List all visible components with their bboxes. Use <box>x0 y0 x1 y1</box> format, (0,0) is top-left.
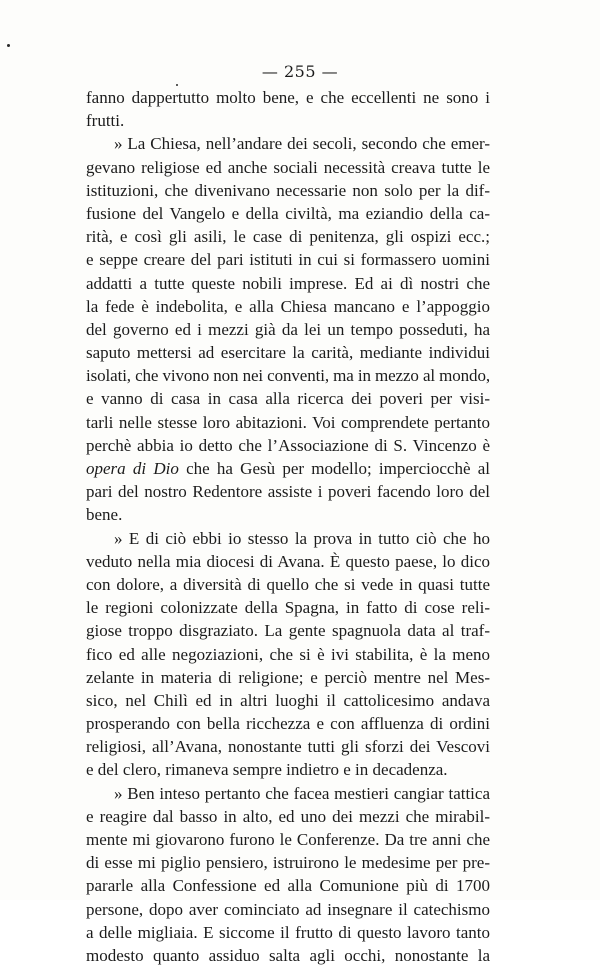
text-line: religiosi, all’Avana, nonostante tutti gli sforzi dei Vescovi <box>86 737 490 757</box>
text-line: addatti a tutte queste nobili imprese. Ed ai dì nostri che <box>86 273 490 293</box>
text-line: con dolore, a diversità di quello che si vede in quasi tutte <box>86 574 490 594</box>
text-line: istituzioni, che divenivano necessarie non solo per la dif- <box>86 180 490 200</box>
text-line: perchè abbia io detto che l’Associazione di S. Vincenzo è <box>86 435 490 455</box>
text-line: persone, dopo aver cominciato ad insegnare il catechismo <box>86 899 490 919</box>
text-line: pararle alla Confessione ed alla Comunione più di 1700 <box>86 876 490 896</box>
text-line: bene. <box>86 505 123 525</box>
text-line: sico, nel Chilì ed in altri luoghi il cattolicesimo andava <box>86 690 490 710</box>
text-line: fico ed alle negoziazioni, che si è ivi stabilita, è la meno <box>86 644 490 664</box>
text-line: opera di Dio che ha Gesù per modello; imperciocchè al <box>86 459 490 478</box>
text-line: pari del nostro Redentore assiste i poveri facendo loro del <box>86 482 490 502</box>
text-line: del governo ed i mezzi già da lei un tempo posseduti, ha <box>86 319 490 339</box>
body-text <box>86 86 490 967</box>
text-line: di esse mi piglio pensiero, istruirono le medesime per pre- <box>86 853 490 873</box>
text-line: mente mi giovarono furono le Conferenze. Da tre anni che <box>86 830 490 849</box>
text-line: giose troppo disgraziato. La gente spagnuola data al traf- <box>86 621 490 641</box>
text-line: la fede è indebolita, e alla Chiesa mancano e l’appoggio <box>86 296 490 316</box>
text-line: le regioni colonizzate della Spagna, in fatto di cose reli- <box>86 598 490 618</box>
text-line: saputo mettersi ad esercitare la carità, mediante individui <box>86 343 490 363</box>
text-line: prosperando con bella ricchezza e con affluenza di ordini <box>86 714 490 734</box>
text-line: » La Chiesa, nell’andare dei secoli, secondo che emer- <box>114 134 490 154</box>
text-line: isolati, che vivono non nei conventi, ma in mezzo al mondo, <box>86 366 490 386</box>
text-line: veduto nella mia diocesi di Avana. È questo paese, lo dico <box>86 551 490 571</box>
text-line: fanno dappertutto molto bene, e che eccellenti ne sono i <box>86 88 490 107</box>
ink-speck <box>7 44 10 47</box>
text-line: zelante in materia di religione; e perciò mentre nel Mes- <box>86 667 490 687</box>
text-line: e del clero, rimaneva sempre indietro e in decadenza. <box>86 760 448 780</box>
text-line: » E di ciò ebbi io stesso la prova in tutto ciò che ho <box>114 528 490 548</box>
text-line: » Ben inteso pertanto che facea mestieri cangiar tattica <box>114 783 490 803</box>
text-line: e vanno di casa in casa alla ricerca dei poveri per visi- <box>86 389 490 409</box>
text-line: rità, e così gli asili, le case di penitenza, gli ospizi ecc.; <box>86 227 490 247</box>
text-line: a delle migliaia. E siccome il frutto di questo lavoro tanto <box>86 922 490 942</box>
text-line: tarli nelle stesse loro abitazioni. Voi comprendete pertanto <box>86 412 490 432</box>
text-line: gevano religiose ed anche sociali necessità creava tutte le <box>86 157 490 177</box>
text-line: e reagire dal basso in alto, ed uno dei mezzi che mirabil- <box>86 806 490 826</box>
text-line: frutti. <box>86 111 125 131</box>
text-line: e seppe creare del pari istituti in cui si formassero uomini <box>86 250 490 270</box>
page-number: — 255 — <box>261 62 339 81</box>
text-line: modesto quanto assiduo salta agli occhi, nonostante la <box>86 945 490 965</box>
text-line: fusione del Vangelo e della civiltà, ma eziandio della ca- <box>86 203 490 223</box>
